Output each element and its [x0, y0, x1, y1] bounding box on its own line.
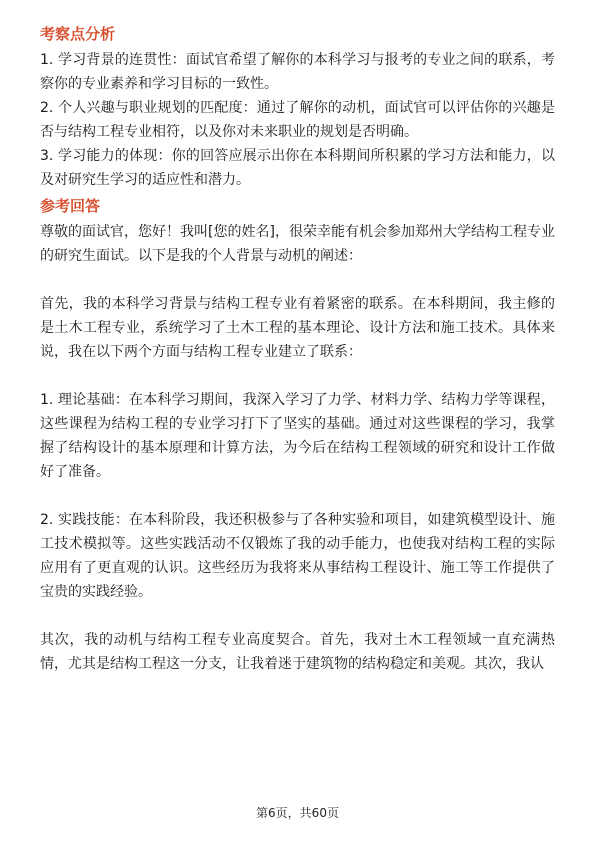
analysis-item-3: 3. 学习能力的体现：你的回答应展示出你在本科期间所积累的学习方法和能力，以及对研究生学习的适应性和潜力。 — [40, 148, 555, 188]
answer-paragraph-background: 首先，我的本科学习背景与结构工程专业有着紧密的联系。在本科期间，我主修的是土木工程专业，系统学习了土木工程的基本理论、设计方法和施工技术。具体来说，我在以下两个方面与结构工程专业建立了联系： — [40, 296, 555, 360]
analysis-item-1: 1. 学习背景的连贯性：面试官希望了解你的本科学习与报考的专业之间的联系，考察你的专业素养和学习目标的一致性。 — [40, 52, 555, 92]
section-heading-analysis: 考察点分析 — [40, 25, 116, 43]
analysis-item-2: 2. 个人兴趣与职业规划的匹配度：通过了解你的动机，面试官可以评估你的兴趣是否与结构工程专业相符，以及你对未来职业的规划是否明确。 — [40, 100, 555, 140]
answer-paragraph-intro: 尊敬的面试官，您好！我叫[您的姓名]，很荣幸能有机会参加郑州大学结构工程专业的研究生面试。以下是我的个人背景与动机的阐述： — [40, 224, 555, 264]
answer-paragraph-practice: 2. 实践技能：在本科阶段，我还积极参与了各种实验和项目，如建筑模型设计、施工技术模拟等。这些实践活动不仅锻炼了我的动手能力，也使我对结构工程的实际应用有了更直观的认识。这些经历为我将来从事结构工程设计、施工等工作提供了宝贵的实践经验。 — [40, 512, 555, 600]
section-heading-reference-answer: 参考回答 — [40, 197, 101, 215]
answer-paragraph-theory: 1. 理论基础：在本科学习期间，我深入学习了力学、材料力学、结构力学等课程，这些课程为结构工程的专业学习打下了坚实的基础。通过对这些课程的学习，我掌握了结构设计的基本原理和计算方法，为今后在结构工程领域的研究和设计工作做好了准备。 — [40, 392, 555, 480]
answer-paragraph-motivation: 其次，我的动机与结构工程专业高度契合。首先，我对土木工程领域一直充满热情，尤其是结构工程这一分支，让我着迷于建筑物的结构稳定和美观。其次，我认 — [40, 632, 555, 672]
page-number-footer: 第6页，共60页 — [256, 806, 339, 820]
